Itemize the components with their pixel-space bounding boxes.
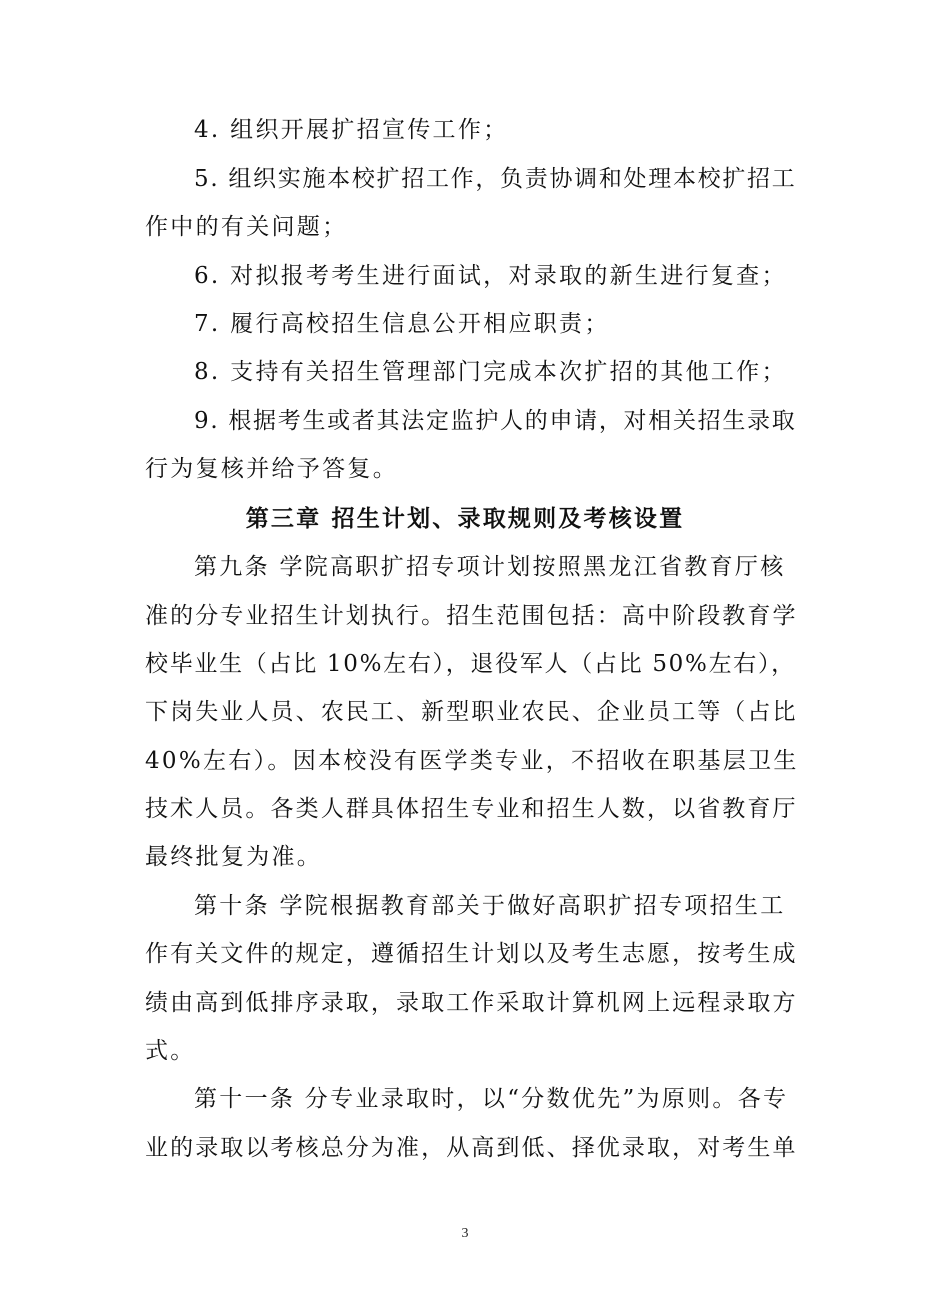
article-9-line-2: 准的分专业招生计划执行。招生范围包括：高中阶段教育学: [145, 603, 798, 629]
article-10-line-3: 绩由高到低排序录取，录取工作采取计算机网上远程录取方: [145, 990, 798, 1016]
article-11-line-2: 业的录取以考核总分为准，从高到低、择优录取，对考生单: [145, 1135, 798, 1161]
list-item-9-line-1: 9. 根据考生或者其法定监护人的申请，对相关招生录取: [194, 408, 797, 434]
article-10-line-2: 作有关文件的规定，遵循招生计划以及考生志愿，按考生成: [145, 941, 798, 967]
chapter-heading: 第三章 招生计划、录取规则及考核设置: [245, 506, 685, 532]
article-10-line-1: 第十条 学院根据教育部关于做好高职扩招专项招生工: [194, 893, 786, 919]
list-item-7: 7. 履行高校招生信息公开相应职责；: [194, 311, 610, 337]
list-item-5-line-2: 作中的有关问题；: [145, 214, 348, 240]
article-11-line-1: 第十一条 分专业录取时，以“分数优先”为原则。各专: [194, 1086, 789, 1112]
list-item-9-line-2: 行为复核并给予答复。: [145, 456, 398, 482]
list-item-8: 8. 支持有关招生管理部门完成本次扩招的其他工作；: [194, 359, 787, 385]
list-item-4: 4. 组织开展扩招宣传工作；: [194, 117, 509, 143]
list-item-5-line-1: 5. 组织实施本校扩招工作，负责协调和处理本校扩招工: [194, 166, 797, 192]
article-9-line-1: 第九条 学院高职扩招专项计划按照黑龙江省教育厅核: [194, 554, 786, 580]
article-9-line-3: 校毕业生（占比 10%左右），退役军人（占比 50%左右），: [145, 651, 796, 677]
article-9-line-5: 40%左右）。因本校没有医学类专业，不招收在职基层卫生: [145, 748, 799, 774]
article-10-line-4: 式。: [145, 1038, 196, 1064]
article-9-line-7: 最终批复为准。: [145, 844, 323, 870]
article-9-line-6: 技术人员。各类人群具体招生专业和招生人数，以省教育厅: [145, 796, 798, 822]
article-9-line-4: 下岗失业人员、农民工、新型职业农民、企业员工等（占比: [145, 699, 798, 725]
page-number: 3: [461, 1226, 469, 1241]
list-item-6: 6. 对拟报考考生进行面试，对录取的新生进行复查；: [194, 263, 787, 289]
